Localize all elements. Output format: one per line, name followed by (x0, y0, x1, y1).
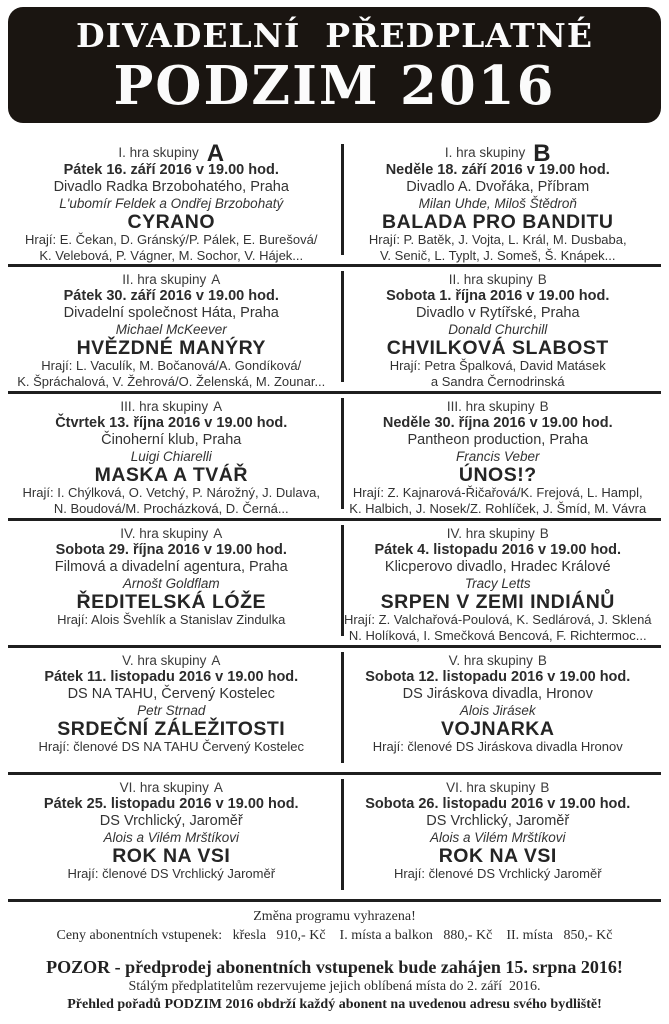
event-date: Neděle 30. října 2016 v 19.00 hod. (382, 415, 613, 431)
group-letter: A (213, 399, 223, 414)
author-name: Donald Churchill (448, 322, 548, 337)
author-name: Milan Uhde, Miloš Štědroň (418, 196, 577, 211)
cast-line-2: K. Halbich, J. Nosek/Z. Rohlíček, J. Šmíd, M. Vávra (349, 500, 647, 516)
play-title: MASKA A TVÁŘ (94, 464, 248, 486)
event-date: Pátek 30. září 2016 v 19.00 hod. (63, 288, 279, 304)
group-label (8, 140, 335, 167)
program-cell-6b (335, 775, 662, 899)
group-label (335, 526, 662, 542)
program-cell-6a (8, 775, 335, 899)
cast-line-1: Hrají: členové DS Vrchlický Jaroměř (393, 866, 602, 881)
author-name: Tracy Letts (464, 576, 531, 591)
program-cell-4b (335, 521, 662, 645)
theater-name: Pantheon production, Praha (407, 432, 589, 448)
group-letter: B (539, 399, 549, 414)
group-label-text: V. hra skupiny (122, 653, 207, 668)
theater-name: DS Vrchlický, Jaroměř (99, 813, 243, 829)
group-letter: B (539, 526, 549, 541)
event-date: Sobota 26. listopadu 2016 v 19.00 hod. (365, 796, 631, 812)
group-letter: A (213, 780, 223, 795)
play-title: ÚNOS!? (458, 464, 537, 486)
group-label (8, 526, 335, 542)
theater-name: DS Jiráskova divadla, Hronov (402, 686, 593, 702)
author-name: Arnošt Goldflam (122, 576, 220, 591)
column-divider (341, 779, 344, 890)
group-label-text: III. hra skupiny (446, 399, 535, 414)
author-name: L'ubomír Feldek a Ondřej Brzobohatý (59, 196, 284, 211)
group-label-text: II. hra skupiny (122, 272, 207, 287)
play-title: CHVILKOVÁ SLABOST (386, 337, 609, 359)
event-date: Neděle 18. září 2016 v 19.00 hod. (385, 162, 610, 178)
program-row-5 (8, 648, 661, 775)
cast-line-1: Hrají: členové DS Jiráskova divadla Hronov (372, 739, 623, 754)
group-letter: A (211, 653, 221, 668)
cast-line-1: Hrají: členové DS Vrchlický Jaroměř (67, 866, 276, 881)
group-label-text: V. hra skupiny (448, 653, 533, 668)
theater-name: Činoherní klub, Praha (101, 432, 242, 448)
cast-line-2: N. Boudová/M. Procházková, D. Černá... (53, 500, 289, 516)
footer (8, 908, 661, 1014)
theater-name: Divadlo Radka Brzobohatého, Praha (53, 179, 289, 195)
program-row-4 (8, 521, 661, 648)
column-divider (341, 144, 344, 255)
group-letter: A (206, 140, 225, 167)
play-title: CYRANO (127, 211, 215, 233)
column-divider (341, 525, 344, 636)
ticket-prices: Ceny abonentních vstupenek: křesla 910,- Kč I. místa a balkon 880,- Kč II. místa 850,- Kč (56, 928, 613, 943)
cast-line-2: K. Špráchalová, V. Žehrová/O. Želenská, M. Zounar... (17, 373, 326, 389)
group-label (8, 780, 335, 796)
play-title: SRDEČNÍ ZÁLEŽITOSTI (57, 718, 286, 740)
group-label-text: II. hra skupiny (448, 272, 533, 287)
cast-line-1: Hrají: Z. Valchařová-Poulová, K. Sedlárová, J. Sklená (343, 612, 652, 627)
program-grid (0, 140, 669, 902)
author-name: Alois a Vilém Mrštíkovi (429, 830, 566, 845)
group-letter: A (211, 272, 221, 287)
group-letter: B (533, 140, 551, 167)
program-row-2 (8, 267, 661, 394)
program-row-6 (8, 775, 661, 902)
group-label (335, 140, 662, 167)
group-label (335, 272, 662, 288)
event-date: Pátek 16. září 2016 v 19.00 hod. (63, 162, 279, 178)
cast-line-2: K. Velebová, P. Vágner, M. Sochor, V. Hájek... (39, 247, 304, 263)
program-change-note: Změna programu vyhrazena! (253, 909, 416, 924)
program-cell-2b (335, 267, 662, 391)
author-name: Petr Strnad (137, 703, 206, 718)
theater-name: DS NA TAHU, Červený Kostelec (67, 686, 275, 702)
event-date: Pátek 25. listopadu 2016 v 19.00 hod. (43, 796, 299, 812)
play-title: BALADA PRO BANDITU (382, 211, 614, 233)
column-divider (341, 652, 344, 763)
cast-line-2: N. Holíková, I. Smečková Bencová, F. Richtermoc... (348, 627, 647, 643)
cast-line-2: a Sandra Černodrinská (430, 373, 565, 389)
program-cell-3a (8, 394, 335, 518)
author-name: Francis Veber (455, 449, 540, 464)
event-date: Pátek 11. listopadu 2016 v 19.00 hod. (44, 669, 299, 685)
author-name: Alois a Vilém Mrštíkovi (103, 830, 240, 845)
event-date: Sobota 29. října 2016 v 19.00 hod. (55, 542, 287, 558)
program-cell-3b (335, 394, 662, 518)
play-title: VOJNARKA (441, 718, 555, 740)
program-cell-5a (8, 648, 335, 772)
group-label-text: IV. hra skupiny (120, 526, 209, 541)
cast-line-1: Hrají: P. Batěk, J. Vojta, L. Král, M. Dusbaba, (368, 232, 627, 247)
theater-name: Klicperovo divadlo, Hradec Králové (384, 559, 611, 575)
overview-note: Přehled pořadů PODZIM 2016 obdrží každý abonent na uvedenou adresu svého bydliště! (67, 997, 602, 1012)
play-title: ŘEDITELSKÁ LÓŽE (76, 591, 266, 613)
author-name: Alois Jirásek (459, 703, 536, 718)
group-letter: B (540, 780, 550, 795)
group-label (8, 653, 335, 669)
group-label (335, 653, 662, 669)
group-label-text: VI. hra skupiny (119, 780, 209, 795)
group-letter: B (537, 653, 547, 668)
program-row-1 (8, 140, 661, 267)
event-date: Sobota 12. listopadu 2016 v 19.00 hod. (365, 669, 631, 685)
play-title: SRPEN V ZEMI INDIÁNŮ (380, 591, 615, 613)
reservation-note: Stálým předplatitelům rezervujeme jejich oblíbená místa do 2. září 2016. (128, 979, 541, 994)
group-label-text: I. hra skupiny (444, 145, 526, 160)
group-label (335, 399, 662, 415)
program-cell-1b (335, 140, 662, 264)
play-title: ROK NA VSI (438, 845, 557, 867)
cast-line-1: Hrají: L. Vaculík, M. Bočanová/A. Gondíková/ (41, 358, 302, 373)
program-row-3 (8, 394, 661, 521)
group-label-text: IV. hra skupiny (446, 526, 535, 541)
group-letter: A (213, 526, 223, 541)
group-label (8, 399, 335, 415)
column-divider (341, 398, 344, 509)
theater-name: DS Vrchlický, Jaroměř (426, 813, 570, 829)
theater-name: Filmová a divadelní agentura, Praha (54, 559, 288, 575)
group-label-text: III. hra skupiny (120, 399, 209, 414)
group-letter: B (537, 272, 547, 287)
header-title-line2: PODZIM 2016 (113, 55, 556, 117)
author-name: Luigi Chiarelli (130, 449, 212, 464)
event-date: Pátek 4. listopadu 2016 v 19.00 hod. (374, 542, 622, 558)
play-title: HVĚZDNÉ MANÝRY (76, 337, 266, 359)
event-date: Čtvrtek 13. října 2016 v 19.00 hod. (55, 415, 288, 431)
theater-name: Divadelní společnost Háta, Praha (63, 305, 279, 321)
play-title: ROK NA VSI (112, 845, 231, 867)
group-label-text: VI. hra skupiny (446, 780, 536, 795)
cast-line-1: Hrají: I. Chýlková, O. Vetchý, P. Nárožný, J. Dulava, (22, 485, 320, 500)
cast-line-1: Hrají: Petra Špalková, David Matásek (389, 358, 606, 373)
program-cell-5b (335, 648, 662, 772)
program-cell-1a (8, 140, 335, 264)
presale-warning: POZOR - předprodej abonentních vstupenek bude zahájen 15. srpna 2016! (46, 957, 623, 977)
theater-name: Divadlo v Rytířské, Praha (415, 305, 580, 321)
author-name: Michael McKeever (115, 322, 227, 337)
theater-name: Divadlo A. Dvořáka, Příbram (406, 179, 590, 195)
cast-line-2: V. Senič, L. Typlt, J. Someš, Š. Knápek... (379, 247, 616, 263)
cast-line-1: Hrají: členové DS NA TAHU Červený Kostelec (38, 739, 304, 754)
group-label (8, 272, 335, 288)
column-divider (341, 271, 344, 382)
cast-line-1: Hrají: Z. Kajnarová-Řičařová/K. Frejová, L. Hampl, (352, 485, 643, 500)
header-title-line1: DIVADELNÍ PŘEDPLATNÉ (76, 16, 593, 55)
header-banner (8, 7, 661, 123)
program-cell-4a (8, 521, 335, 645)
group-label (335, 780, 662, 796)
program-cell-2a (8, 267, 335, 391)
cast-line-1: Hrají: Alois Švehlík a Stanislav Zindulka (57, 612, 286, 627)
group-label-text: I. hra skupiny (118, 145, 199, 160)
cast-line-1: Hrají: E. Čekan, D. Gránský/P. Pálek, E. Burešová/ (25, 232, 318, 247)
event-date: Sobota 1. října 2016 v 19.00 hod. (386, 288, 610, 304)
